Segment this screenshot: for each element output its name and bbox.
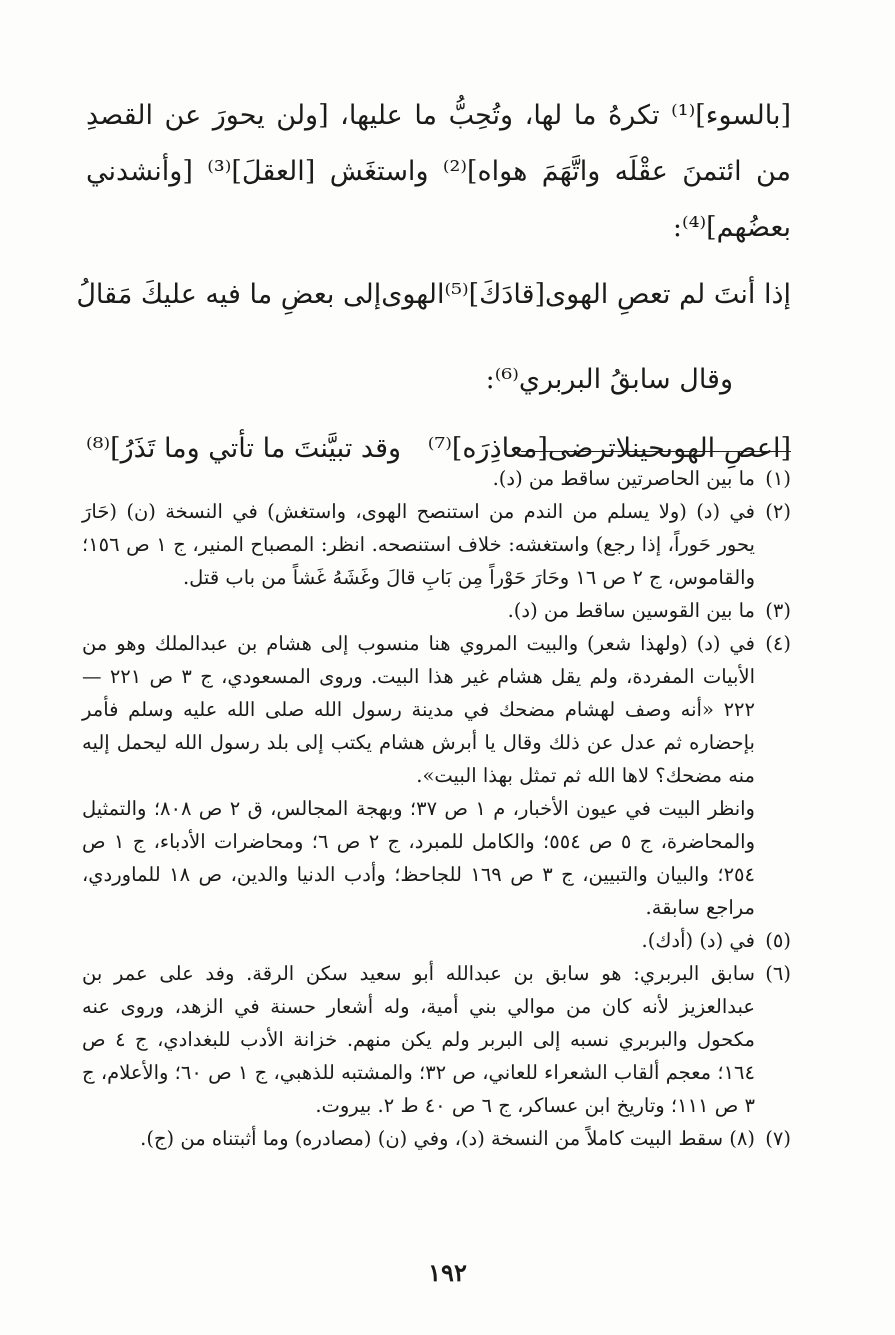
verse-intro: وقال سابقُ البربري⁽⁶⁾: [485,364,733,395]
footnote [82,924,791,957]
footnote-paragraph: (٨) سقط البيت كاملاً من النسخة (د)، وفي (ن) (مصادره) وما أثبتناه من (ج). [140,1127,755,1150]
footnote [82,495,791,594]
footnote-paragraph: في (د) (أدك). [641,929,755,952]
footnotes-list [82,462,791,1155]
verse-1-first-hemistich: إذا أنتَ لم تعصِ الهوى[قادَكَ]⁽⁵⁾الهوى [381,278,791,310]
footnote-body [82,1122,755,1155]
footnote [82,594,791,627]
verse-2-first-hemistich: [اعصِ الهوىحينلاترضى[معاذِرَه]⁽⁷⁾ [427,432,791,464]
footnote-number: (١) [765,467,791,490]
verse-2-second-hemistich: وقد تبيَّنتَ ما تأتي وما تَذَرُ]⁽⁸⁾ [86,432,402,464]
footnote-body [82,462,755,495]
footnote-body [82,594,755,627]
footnote-number: (٤) [765,632,791,655]
footnote-paragraph: وانظر البيت في عيون الأخبار، م ١ ص ٣٧؛ وبهجة المجالس، ق ٢ ص ٨٠٨؛ والتمثيل والمحاضرة، ج ٥ ص ٥٥٤؛ والكامل للمبرد، ج ٢ ص ٦؛ ومحاضرات الأدباء، ج ١ ص ٢٥٤؛ والبيان والتبيين، ج ٣ ص ١٦٩ للجاحظ؛ وأدب الدنيا والدين، ص ١٨ للماوردي، مراجع سابقة. [82,797,756,919]
footnote-separator [521,451,791,452]
footnote [82,1122,791,1155]
footnote-number: (٦) [765,962,791,985]
footnote-body [82,957,755,1122]
footnote [82,627,791,924]
footnote [82,462,791,495]
footnote-paragraph: ما بين الحاصرتين ساقط من (د). [492,467,755,490]
page-number: ١٩٢ [428,1258,467,1287]
footnote-number: (٣) [765,599,791,622]
footnote-body [82,627,755,924]
verse-line-1 [76,266,791,322]
footnote-number: (٧) [765,1127,791,1150]
footnote-paragraph: في (د) (ولهذا شعر) والبيت المروي هنا منسوب إلى هشام بن عبدالملك وهو من الأبيات المفردة، ولم يقل هشام غير هذا البيت. وروى المسعودي، ج ٣ ص ٢٢١ — ٢٢٢ «أنه وصف لهشام مضحك في مدينة رسول الله صلى الله عليه وسلم فأمر بإحضاره ثم عدل عن ذلك وقال يا أبرش هشام يكتب إلى بلد رسول الله ليحمل إليه منه مضحك؟ لاها الله ثم تمثل بهذا البيت». [82,632,755,787]
footnote-body [82,495,755,594]
footnote-number: (٥) [765,929,791,952]
footnote-paragraph: ما بين القوسين ساقط من (د). [507,599,755,622]
main-text [76,88,791,476]
verse-1-second-hemistich: إلى بعضِ ما فيه عليكَ مَقالُ [76,278,382,310]
footnote-paragraph: في (د) (ولا يسلم من الندم من استنصح الهوى، واستغش) في النسخة (ن) (حَارَ يحور حَوراً، إذا رجع) واستغشه: خلاف استنصحه. انظر: المصباح المنير، ج ١ ص ١٥٦؛ والقاموس، ج ٢ ص ١٦ وحَارَ حَوْراً مِن بَابِ قالَ وغَشَهُ غَشاً من باب قتل. [82,500,755,589]
footnote-number: (٢) [765,500,791,523]
footnote-paragraph: سابق البربري: هو سابق بن عبدالله أبو سعيد سكن الرقة. وفد على عمر بن عبدالعزيز لأنه كان من موالي بني أمية، وله أشعار حسنة في الزهد، وروى عنه مكحول والبربري نسبه إلى البربر ولم يكن منهم. خزانة الأدب للبغدادي، ج ٤ ص ١٦٤؛ معجم ألقاب الشعراء للعاني، ص ٣٢؛ والمشتبه للذهبي، ج ١ ص ٦٠؛ والأعلام، ج ٣ ص ١١١؛ وتاريخ ابن عساكر، ج ٦ ص ٤٠ ط ٢. بيروت. [82,962,755,1117]
footnote-body [82,924,755,957]
prose-paragraph: [بالسوء]⁽¹⁾ تكرهُ ما لها، وتُحِبُّ ما عليها، [ولن يحورَ عن القصدِ من ائتمنَ عقْلَه واتَّهَمَ هواه]⁽²⁾ واستغَش [العقلَ]⁽³⁾ [وأنشدني بعضُهم]⁽⁴⁾: [86,100,791,243]
footnote [82,957,791,1122]
